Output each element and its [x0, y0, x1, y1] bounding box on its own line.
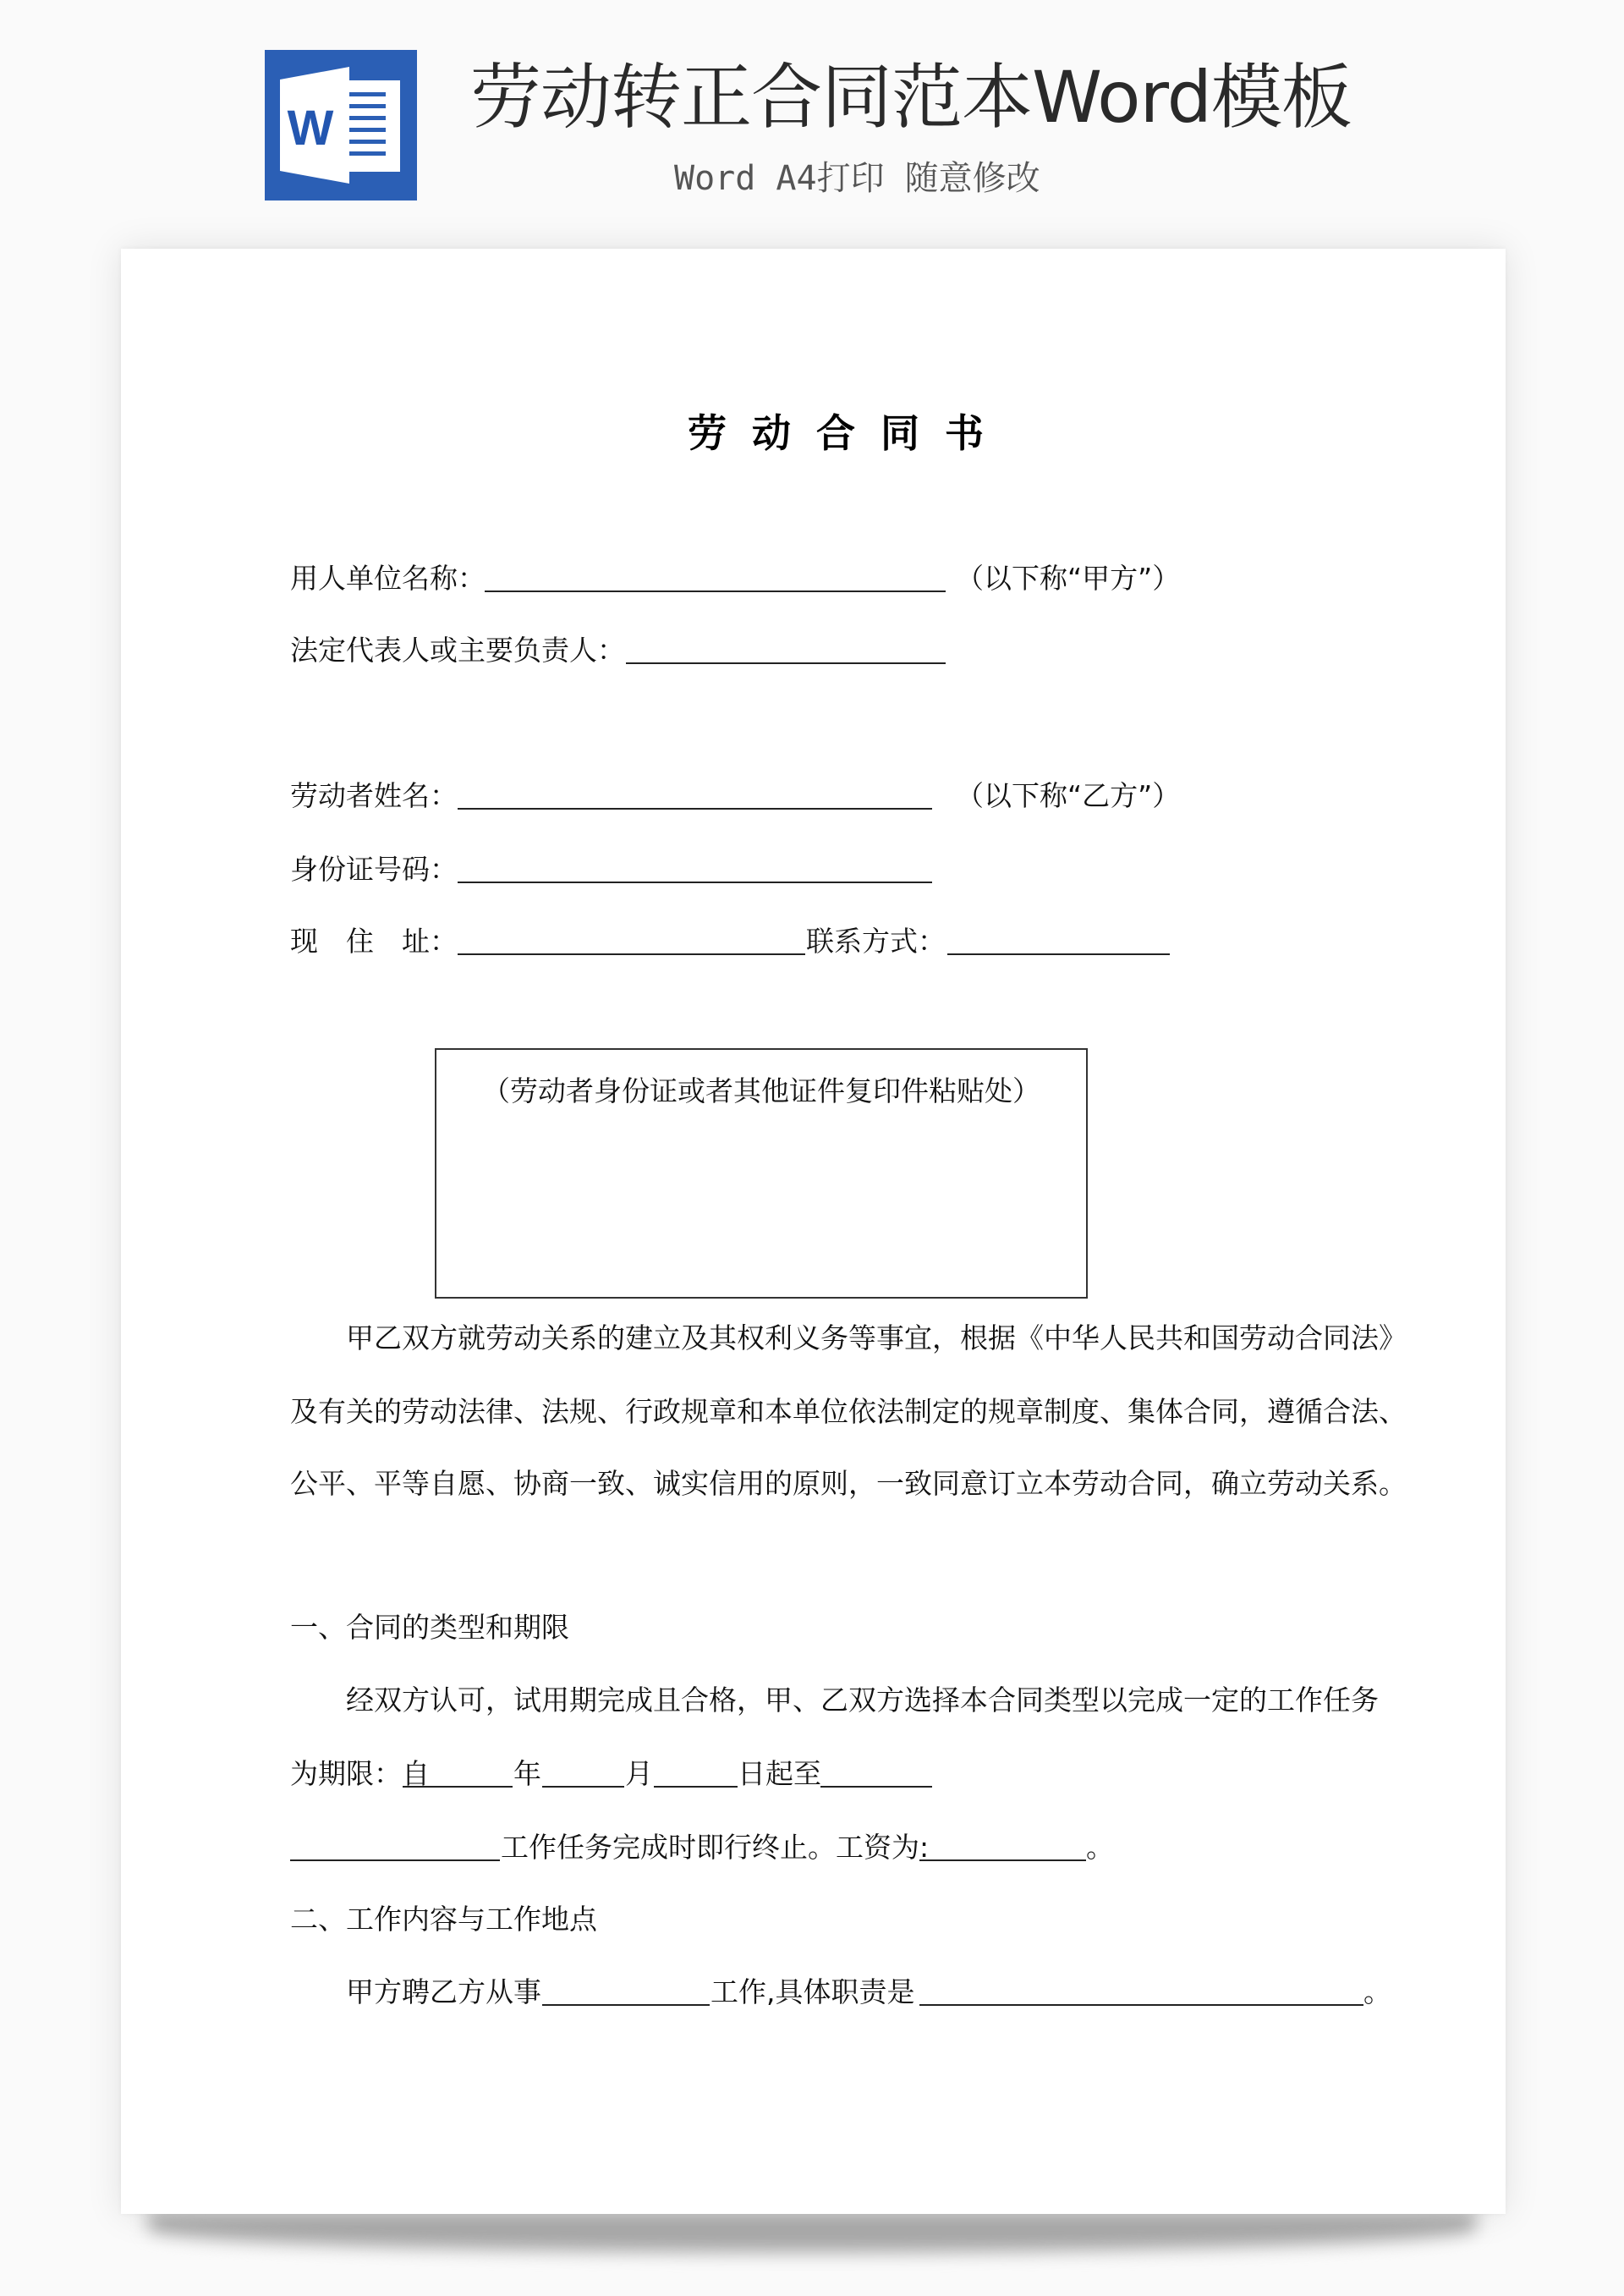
preamble-line-1: 甲乙双方就劳动关系的建立及其权利义务等事宜，根据《中华人民共和国劳动合同法》 [346, 1321, 1407, 1354]
day-to-label: 日起至 [738, 1757, 821, 1790]
legal-rep-field[interactable] [626, 662, 946, 664]
month-label: 月 [625, 1757, 653, 1790]
preamble-line-3: 公平、平等自愿、协商一致、诚实信用的原则，一致同意订立本劳动合同，确立劳动关系。 [290, 1467, 1407, 1500]
contact-label: 联系方式： [806, 925, 946, 958]
start-day-field[interactable] [654, 1786, 738, 1788]
document-title: 劳动合同书 [688, 410, 1009, 456]
year-label: 年 [513, 1757, 541, 1790]
page-shadow [148, 2212, 1476, 2253]
start-month-field[interactable] [542, 1786, 624, 1788]
salary-field[interactable] [919, 1859, 1086, 1861]
id-number-label: 身份证号码： [290, 853, 458, 886]
duties-period: 。 [1363, 1975, 1391, 2008]
header-title: 劳动转正合同范本Word模板 [470, 56, 1352, 139]
company-name-field[interactable] [485, 590, 946, 592]
job-label: 甲方聘乙方从事 [346, 1975, 541, 2008]
word-icon [265, 50, 417, 200]
duties-label: 工作,具体职责是 [710, 1975, 915, 2008]
job-field[interactable] [542, 2004, 710, 2006]
preamble-line-2: 及有关的劳动法律、法规、行政规章和本单位依法制定的规章制度、集体合同，遵循合法、 [290, 1395, 1407, 1428]
section-1-heading: 一、合同的类型和期限 [290, 1611, 569, 1644]
end-task-field[interactable] [290, 1859, 500, 1861]
section-1-line-1: 经双方认可，试用期完成且合格，甲、乙双方选择本合同类型以完成一定的工作任务 [346, 1684, 1379, 1717]
termination-text: 工作任务完成时即行终止。工资为: [501, 1831, 930, 1864]
header-subtitle: Word A4打印 随意修改 [674, 159, 1040, 198]
duties-field[interactable] [919, 2004, 1363, 2006]
worker-name-field[interactable] [458, 808, 932, 810]
salary-period: 。 [1086, 1831, 1114, 1864]
id-number-field[interactable] [458, 882, 932, 883]
address-label: 现 住 址： [290, 925, 458, 958]
worker-name-suffix: （以下称“乙方”） [956, 779, 1181, 812]
id-copy-box-label: （劳动者身份证或者其他证件复印件粘贴处） [482, 1074, 1040, 1107]
svg-text:W: W [287, 101, 334, 156]
id-copy-box [435, 1048, 1088, 1299]
company-name-suffix: （以下称“甲方”） [956, 562, 1181, 595]
worker-name-label: 劳动者姓名： [290, 779, 458, 812]
term-from-label: 为期限：自 [290, 1757, 430, 1790]
start-year-field[interactable] [403, 1786, 513, 1788]
end-field[interactable] [820, 1786, 932, 1788]
contact-field[interactable] [947, 953, 1170, 955]
section-2-heading: 二、工作内容与工作地点 [290, 1903, 597, 1936]
address-field[interactable] [458, 953, 805, 955]
company-name-label: 用人单位名称： [290, 562, 486, 595]
legal-rep-label: 法定代表人或主要负责人： [290, 634, 625, 667]
